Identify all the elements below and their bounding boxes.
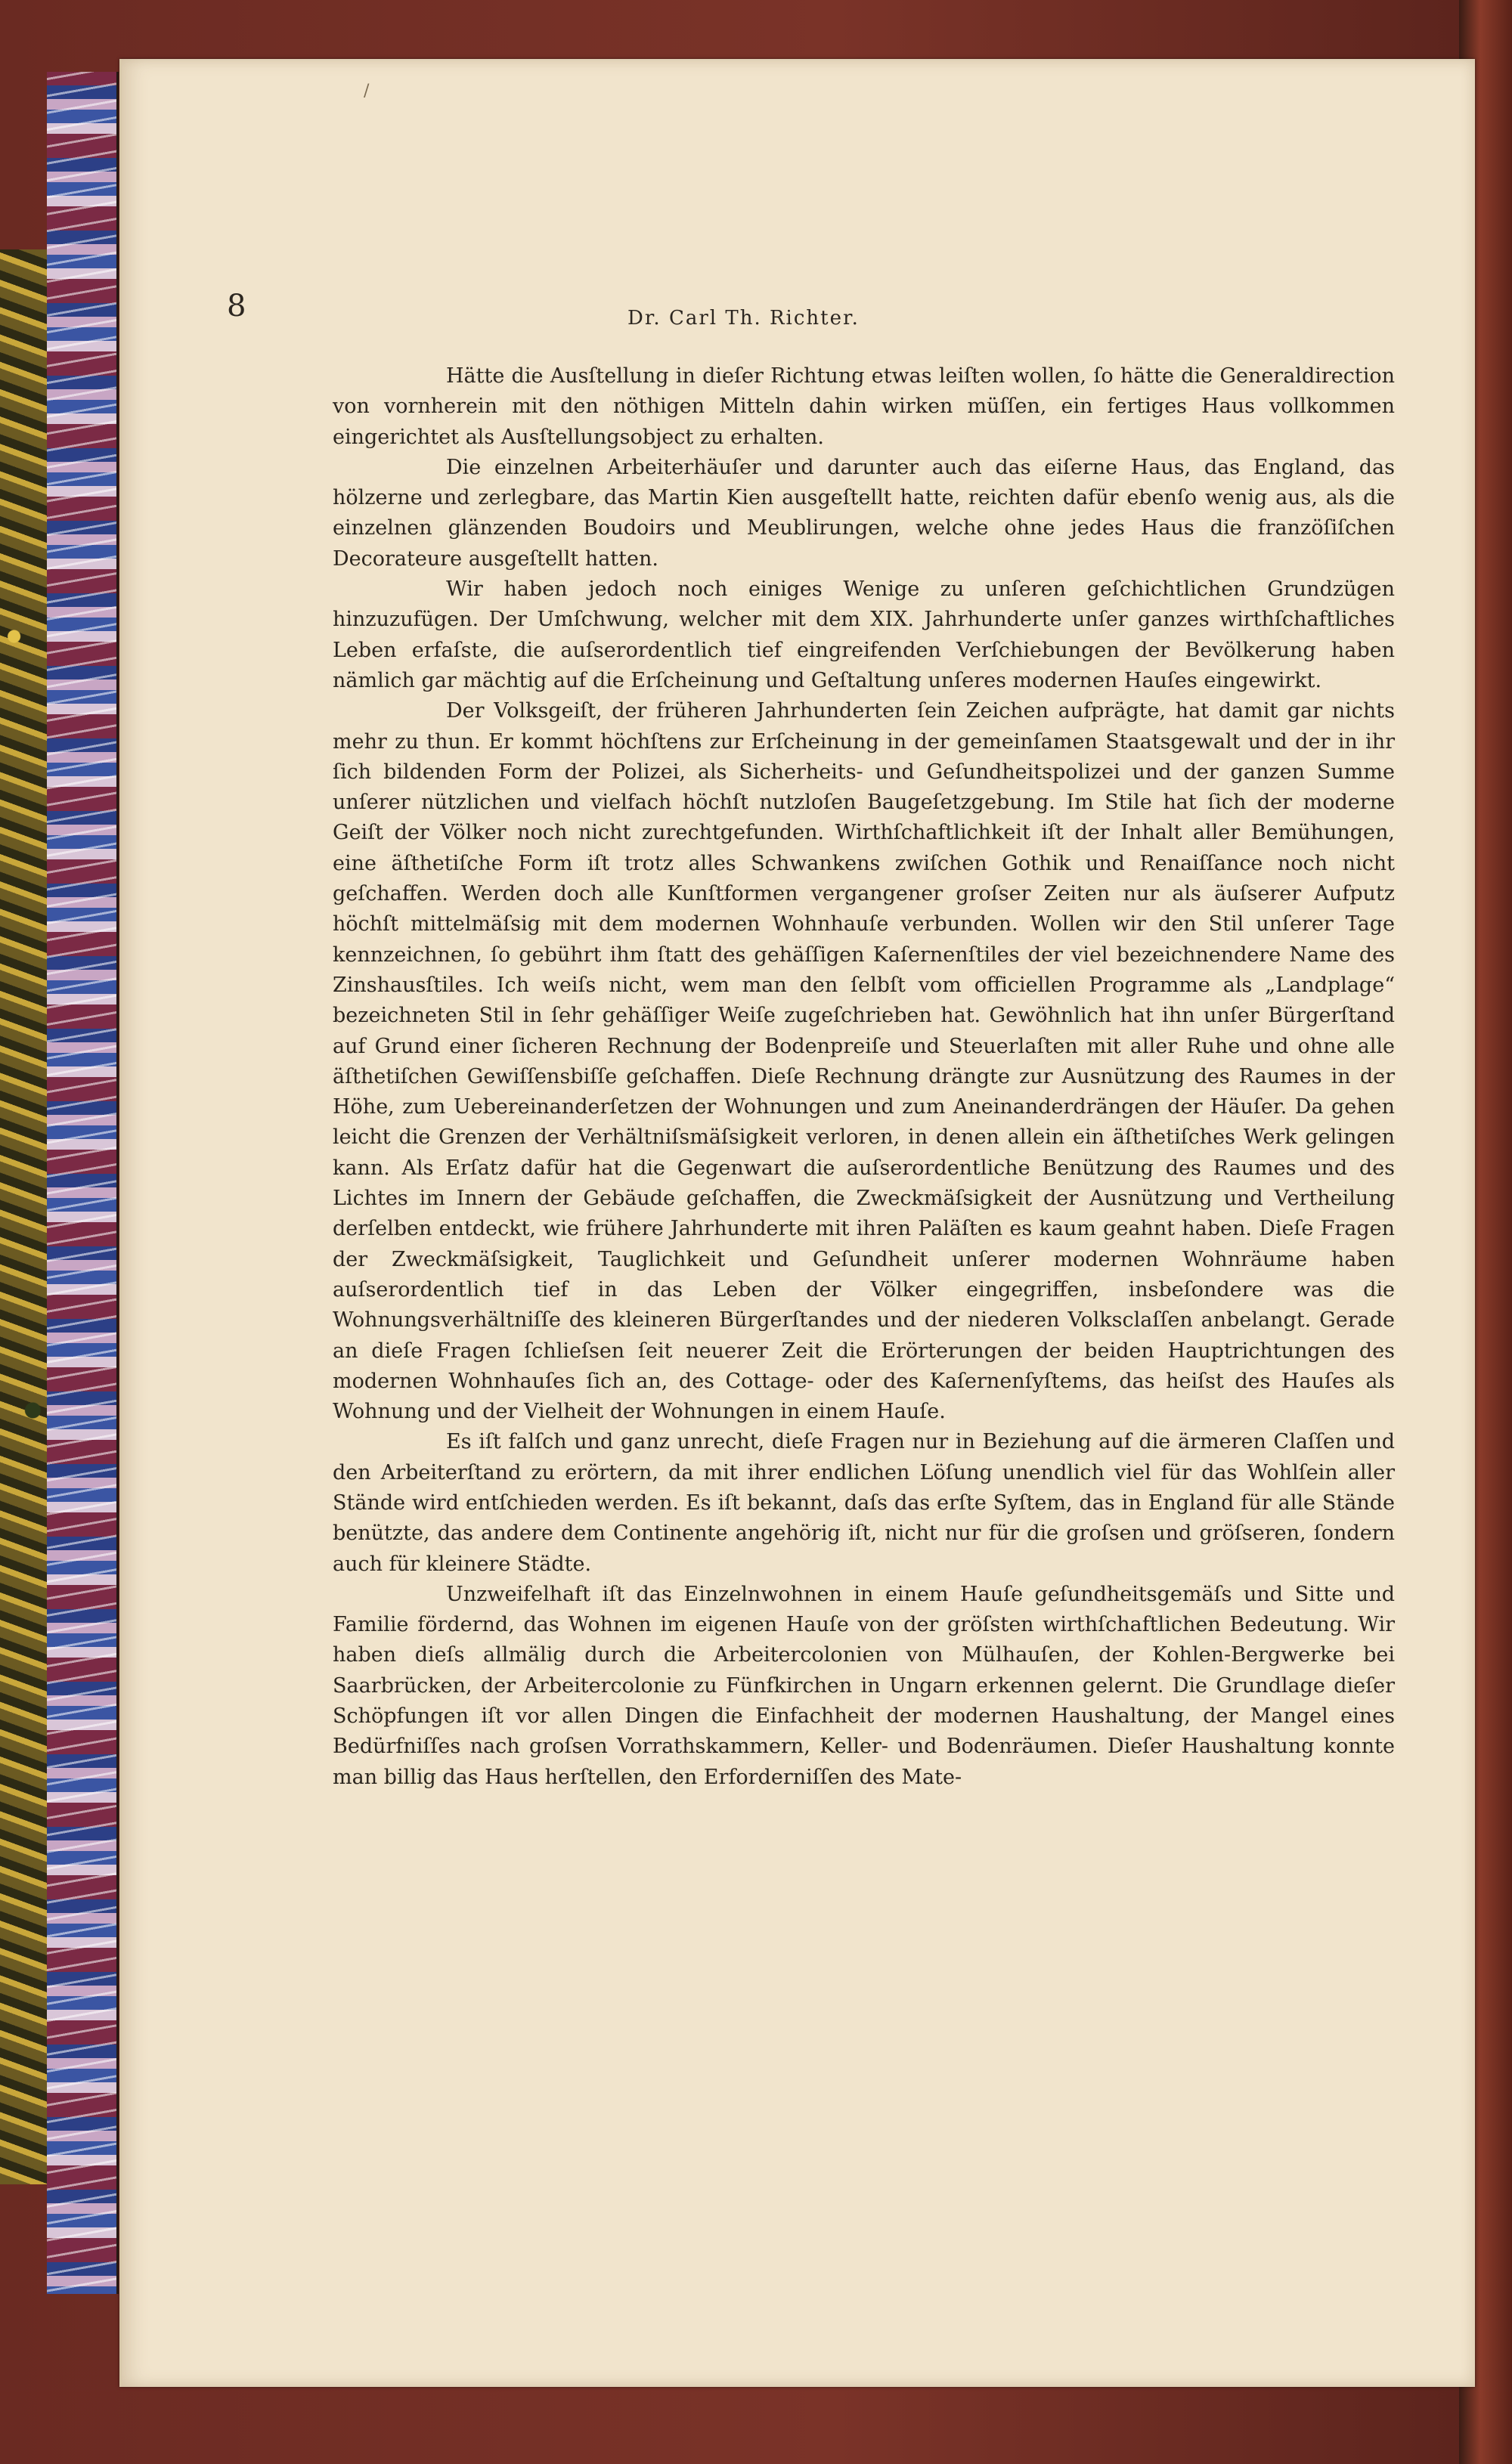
paragraph: Es iſt falſch und ganz unrecht, dieſe Fragen nur in Beziehung auf die ärmeren Claſſen und den Arbeiterſtand zu erörtern, da mit ihrer endlichen Löſung unendlich viel für das Wohlſein aller Stände wird entſchieden werden. Es iſt bekannt, daſs das erſte Syſtem, das in England für alle Stände benützte, das andere dem Continente angehörig iſt, nicht nur für die groſsen und gröſseren, ſondern auch für kleinere Städte. [333,1430,1395,1576]
paragraph: Unzweifelhaft iſt das Einzelnwohnen in einem Hauſe geſundheitsgemäſs und Sitte und Familie fördernd, das Wohnen im eigenen Hauſe von der gröſsten wirthſchaftlichen Bedeutung. Wir haben dieſs allmälig durch die Arbeitercolonien von Mülhauſen, der Kohlen-Bergwerke bei Saarbrücken, der Arbeitercolonie zu Fünfkirchen in Ungarn erkennen gelernt. Die Grundlage dieſer Schöpfungen iſt vor allen Dingen die Einfachheit der modernen Haushaltung, der Mangel eines Bedürfniſſes nach groſsen Vorrathskammern, Keller- und Bodenräumen. Dieſer Haushaltung konnte man billig das Haus herſtellen, den Erforderniſſen des Mate- [333,1582,1395,1789]
paragraph: Der Volksgeiſt, der früheren Jahrhunderten ſein Zeichen aufprägte, hat damit gar nichts mehr zu thun. Er kommt höchſtens zur Erſcheinung in der gemeinſamen Staatsgewalt und der in ihr ſich bildenden Form der Polizei, als Sicherheits- und Geſundheitspolizei und der ganzen Summe unſerer nützlichen und vielfach höchſt nutzloſen Baugeſetzgebung. Im Stile hat ſich der moderne Geiſt der Völker noch nicht zurechtgefunden. Wirthſchaftlichkeit iſt der Inhalt aller Bemühungen, eine äſthetiſche Form iſt trotz alles Schwankens zwiſchen Gothik und Renaiſſance noch nicht geſchaffen. Werden doch alle Kunſtformen vergangener groſser Zeiten nur als äuſserer Aufputz höchſt mittelmäſsig mit dem modernen Wohnhauſe verbunden. Wollen wir den Stil unſerer Tage kennzeichnen, ſo gebührt ihm ſtatt des gehäſſigen Kaſernenſtiles der viel bezeichnendere Name des Zinshausſtiles. Ich weiſs nicht, wem man den ſelbſt vom officiellen Programme als „Landplage“ bezeichneten Stil in ſehr gehäſſiger Weiſe zugeſchrieben hat. Gewöhnlich hat ihn unſer Bürgerſtand auf Grund einer ſicheren Rechnung der Bodenpreiſe und Steuerlaſten mit aller Ruhe und ohne alle äſthetiſchen Gewiſſensbiſſe geſchaffen. Dieſe Rechnung drängte zur Ausnützung des Raumes in der Höhe, zum Uebereinanderſetzen der Wohnungen und zum Aneinanderdrängen der Häuſer. Da gehen leicht die Grenzen der Verhältniſsmäſsigkeit verloren, in denen allein ein äſthetiſches Werk gelingen kann. Als Erſatz dafür hat die Gegenwart die auſserordentliche Benützung des Raumes und des Lichtes im Innern der Gebäude geſchaffen, die Zweckmäſsigkeit der Ausnützung und Vertheilung derſelben entdeckt, wie frühere Jahrhunderte mit ihren Paläſten es kaum geahnt haben. Dieſe Fragen der Zweckmäſsigkeit, Tauglichkeit und Geſundheit unſerer modernen Wohnräume haben auſserordentlich tief in das Leben der Völker eingegriffen, insbeſondere was die Wohnungsverhältniſſe des kleineren Bürgerſtandes und der niederen Volksclaſſen anbelangt. Gerade an dieſe Fragen ſchlieſsen ſeit neuerer Zeit die Erörterungen der beiden Hauptrichtungen des modernen Wohnhauſes ſich an, des Cottage- oder des Kaſernenſyſtems, das heiſst des Hauſes als Wohnung und der Vielheit der Wohnungen in einem Hauſe. [333,699,1395,1424]
page-header [227,289,1346,334]
paragraph: Hätte die Ausſtellung in dieſer Richtung etwas leiſten wollen, ſo hätte die Generaldirection von vornherein mit den nöthigen Mitteln dahin wirken müſſen, ein fertiges Haus vollkommen eingerichtet als Ausſtellungsobject zu erhalten. [333,364,1395,449]
paragraph: Die einzelnen Arbeiterhäuſer und darunter auch das eiſerne Haus, das England, das hölzerne und zerlegbare, das Martin Kien ausgeſtellt hatte, reichten dafür ebenſo wenig aus, als die einzelnen glänzenden Boudoirs und Meublirungen, welche ohne jedes Haus die franzöſiſchen Decorateure ausgeſtellt hatten. [333,455,1395,571]
marbled-endpaper [0,249,47,2184]
marbled-page-edge [47,72,119,2294]
running-head: Dr. Carl Th. Richter. [627,307,860,330]
page-number: 8 [227,289,246,323]
paragraph: Wir haben jedoch noch einiges Wenige zu unſeren geſchichtlichen Grundzügen hinzuzufügen. Der Umſchwung, welcher mit dem XIX. Jahrhunderte unſer ganzes wirthſchaftliches Leben erfaſste, die auſserordentlich tief eingreifenden Verſchiebungen der Bevölkerung haben nämlich gar mächtig auf die Erſcheinung und Geſtaltung unſeres modernen Hauſes eingewirkt. [333,577,1395,692]
body-text [333,361,1395,1793]
page-mark: / [364,82,370,101]
